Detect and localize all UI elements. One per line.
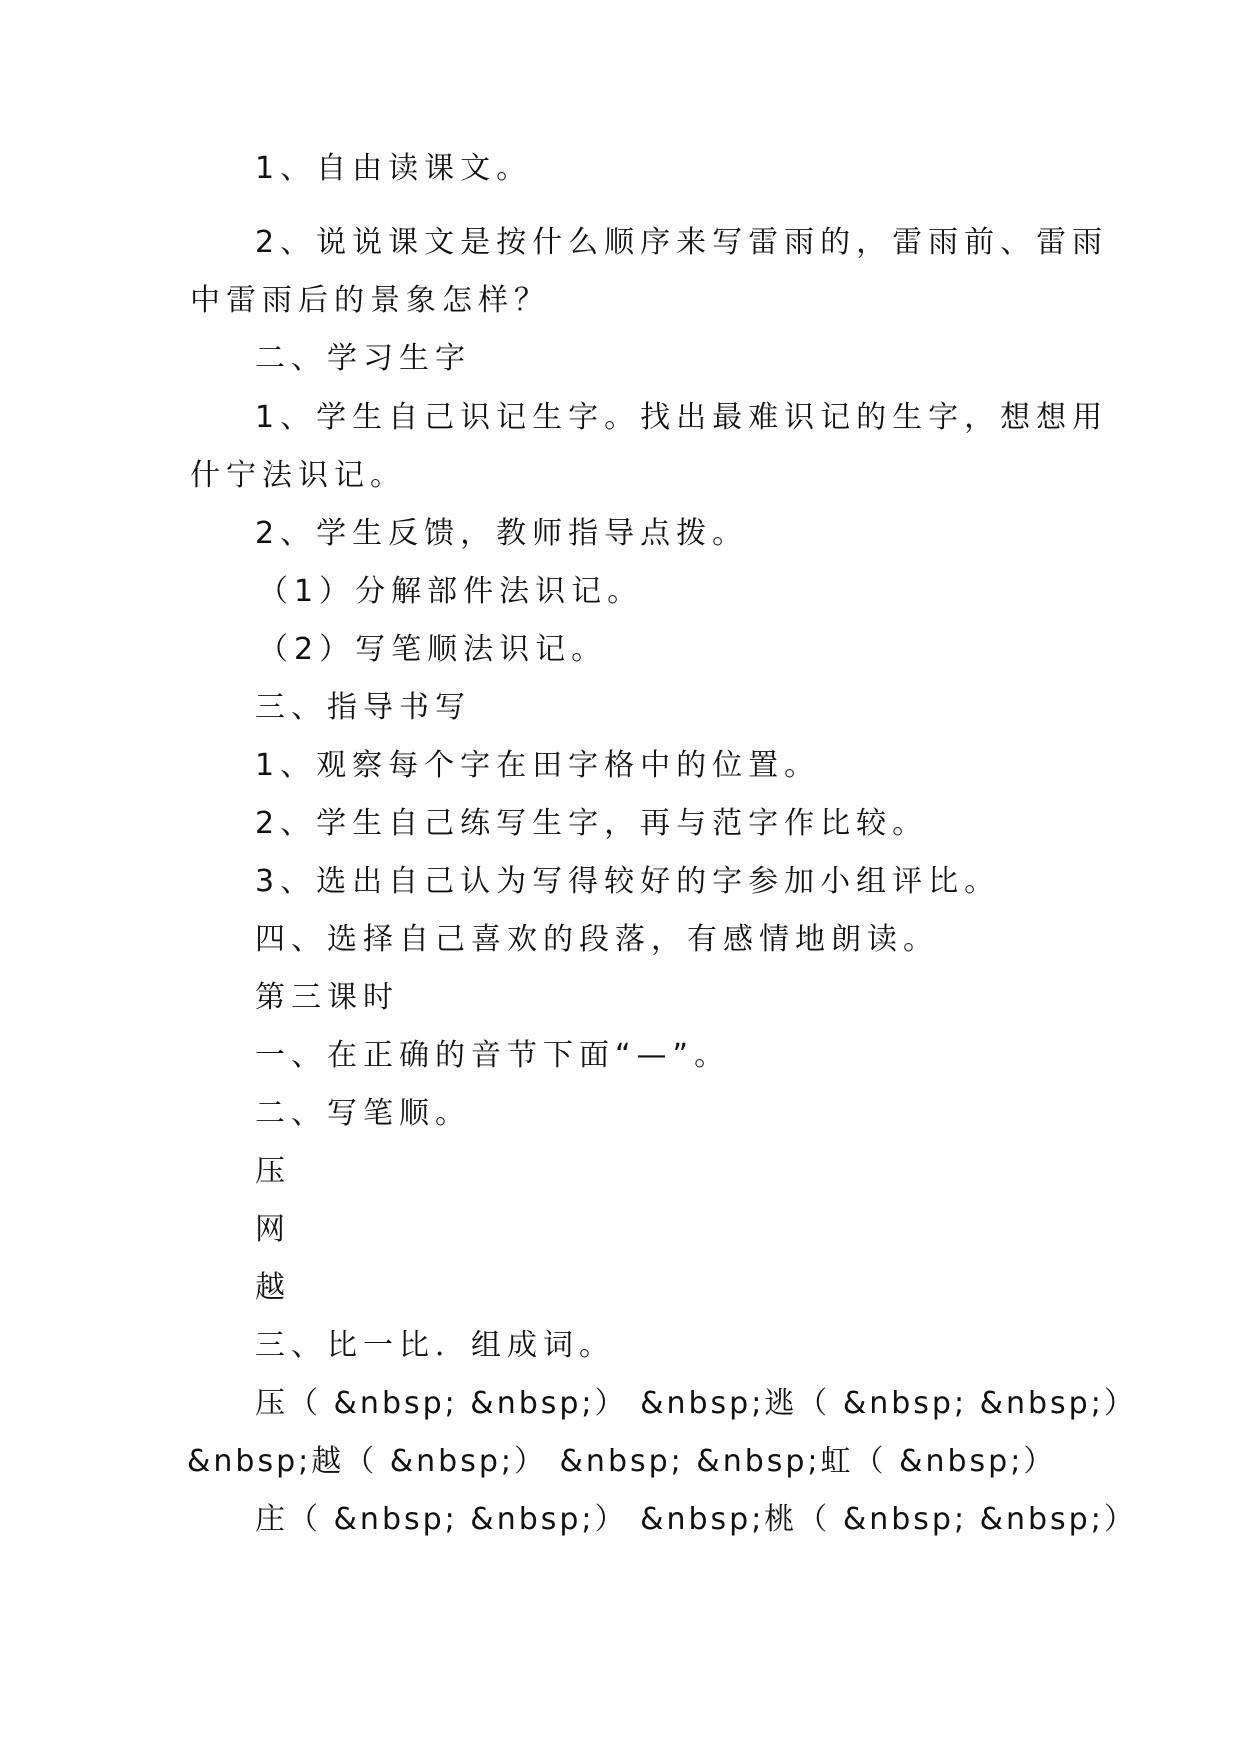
section-heading: 一、在正确的音节下面“—”。 [255, 1038, 731, 1073]
section-heading: 二、学习生字 [255, 341, 471, 376]
character-item: 越 [255, 1270, 291, 1305]
paragraph-line: 1、学生自己识记生字。找出最难识记的生字，想想用 [255, 400, 1109, 435]
section-heading: 四、选择自己喜欢的段落，有感情地朗读。 [255, 922, 939, 957]
paragraph-line: 2、说说课文是按什么顺序来写雷雨的，雷雨前、雷雨 [255, 225, 1109, 260]
paragraph-line: 1、自由读课文。 [255, 151, 533, 186]
character-item: 网 [255, 1212, 291, 1247]
paragraph-line: 2、学生自己练写生字，再与范字作比较。 [255, 806, 929, 841]
paragraph-line: 什宁法识记。 [190, 458, 406, 493]
section-heading: 二、写笔顺。 [255, 1096, 471, 1131]
exercise-line: 庄（ &nbsp; &nbsp;） &nbsp;桃（ &nbsp; &nbsp;） [255, 1502, 1137, 1537]
section-heading: 三、比一比．组成词。 [255, 1328, 615, 1363]
paragraph-line: 1、观察每个字在田字格中的位置。 [255, 748, 821, 783]
character-item: 压 [255, 1154, 291, 1189]
paragraph-line: 中雷雨后的景象怎样？ [190, 283, 550, 318]
lesson-heading: 第三课时 [255, 980, 399, 1015]
exercise-line: 压（ &nbsp; &nbsp;） &nbsp;逃（ &nbsp; &nbsp;） [255, 1386, 1137, 1421]
paragraph-line: （2）写笔顺法识记。 [258, 632, 608, 667]
paragraph-line: 2、学生反馈，教师指导点拨。 [255, 516, 749, 551]
paragraph-line: 3、选出自己认为写得较好的字参加小组评比。 [255, 864, 1001, 899]
exercise-line: &nbsp;越（ &nbsp;） &nbsp; &nbsp;虹（ &nbsp;） [187, 1444, 1057, 1479]
section-heading: 三、指导书写 [255, 690, 471, 725]
paragraph-line: （1）分解部件法识记。 [258, 574, 644, 609]
